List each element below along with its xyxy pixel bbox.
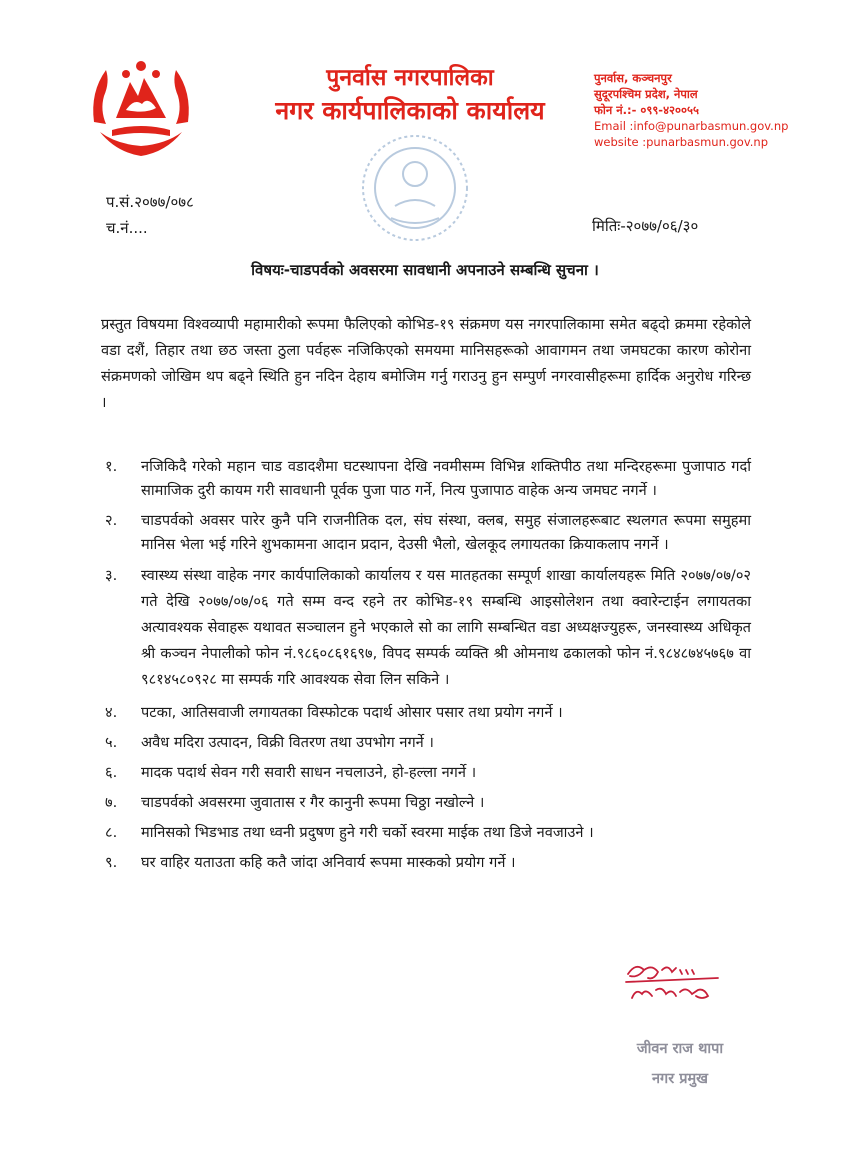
office-title: नगर कार्यपालिकाको कार्यालय [275,96,545,125]
item-number: ५. [105,734,118,751]
item-number: ७. [105,794,118,811]
item-number: ४. [105,704,118,721]
item-text: चाडपर्वको अवसरमा जुवातास र गैर कानुनी रूपमा चिठ्ठा नखोल्ने । [141,794,485,811]
item-number: ९. [105,854,118,871]
address-line1: पुनर्वास, कञ्चनपुर [594,71,672,85]
signatory-title: नगर प्रमुख [652,1071,708,1087]
item-text: नजिकिदै गरेको महान चाड वडादशैमा घटस्थापना देखि नवमीसम्म विभिन्न शक्तिपीठ तथा मन्दिरहरूमा पुजापाठ गर्दा सामाजिक दुरी कायम गरी सावधानी पूर्वक पुजा पाठ गर्ने, नित्य पुजापाठ वाहेक अन्य जमघट नगर्ने । [141,458,751,499]
item-text: घर वाहिर यताउता कहि कतै जांदा अनिवार्य रूपमा मास्कको प्रयोग गर्ने । [141,854,516,871]
signature-icon [622,960,742,1010]
reference-number: प.सं.२०७७/०७८ [106,193,194,211]
dispatch-number: च.नं.... [106,219,148,237]
contact-block [594,70,844,150]
website-address: website :punarbasmun.gov.np [594,135,768,149]
item-number: ६. [105,764,118,781]
list-item [101,791,751,815]
item-number: ३. [105,567,118,584]
list-item [101,455,751,503]
item-text: चाडपर्वको अवसर पारेर कुनै पनि राजनीतिक दल, संघ संस्था, क्लब, समुह संजालहरूबाट स्थलगत रूपमा समुहमा मानिस भेला भई गरिने शुभकामना आदान प्रदान, देउसी भैलो, खेलकूद लगायतका क्रियाकलाप नगर्ने । [141,512,751,553]
office-seal-icon [355,128,475,248]
item-text: पटका, आतिसवाजी लगायतका विस्फोटक पदार्थ ओसार पसार तथा प्रयोग नगर्ने । [141,704,563,721]
item-text: मादक पदार्थ सेवन गरी सवारी साधन नचलाउने, हो-हल्ला नगर्ने । [141,764,477,781]
municipality-name: पुनर्वास नगरपालिका [326,65,494,91]
office-name [250,62,570,128]
issue-date: मितिः-२०७७/०६/३० [592,217,699,235]
list-item [101,731,751,755]
instruction-list [101,455,751,881]
intro-paragraph: प्रस्तुत विषयमा विश्वव्यापी महामारीको रूपमा फैलिएको कोभिड-१९ संक्रमण यस नगरपालिकामा समेत बढ्दो क्रममा रहेकोले वडा दशैं, तिहार तथा छठ जस्ता ठुला पर्वहरू नजिकिएको समयमा मानिसहरूको आवागमन तथा जमघटका कारण कोरोना संक्रमणको जोखिम थप बढ्ने स्थिति हुन नदिन देहाय बमोजिम गर्नु गराउनु हुन सम्पुर्ण नगरवासीहरूमा हार्दिक अनुरोध गरिन्छ । [101,316,751,411]
notice-subject: विषयः-चाडपर्वको अवसरमा सावधानी अपनाउने सम्बन्धि सुचना । [251,261,599,279]
nepal-emblem-icon [86,52,196,162]
list-item [101,761,751,785]
list-item [101,509,751,557]
item-number: २. [105,512,118,529]
list-item [101,563,751,693]
item-number: १. [105,458,118,475]
signatory-name: जीवन राज थापा [636,1041,724,1057]
item-number: ८. [105,824,118,841]
phone-number: फोन नं.:- ०९९-४२००५५ [594,103,699,117]
item-text: अवैध मदिरा उत्पादन, विक्री वितरण तथा उपभोग नगर्ने । [141,734,434,751]
item-text: मानिसको भिडभाड तथा ध्वनी प्रदुषण हुने गरी चर्को स्वरमा माईक तथा डिजे नवजाउने । [141,824,594,841]
list-item [101,851,751,875]
email-address: Email :info@punarbasmun.gov.np [594,119,789,133]
list-item [101,701,751,725]
item-text: स्वास्थ्य संस्था वाहेक नगर कार्यपालिकाको कार्यालय र यस मातहतका सम्पूर्ण शाखा कार्यालयहरू मिति २०७७/०७/०२ गते देखि २०७७/०७/०६ गते सम्म वन्द रहने तर कोभिड-१९ सम्बन्धि आइसोलेशन तथा क्वारेन्टाईन लगायतका अत्यावश्यक सेवाहरू यथावत सञ्चालन हुने भएकाले सो का लागि सम्बन्धित वडा अध्यक्षज्युहरू, जनस्वास्थ्य अधिकृत श्री कञ्चन नेपालीको फोन नं.९८६०८६१६९७, विपद सम्पर्क व्यक्ति श्री ओमनाथ ढकालको फोन नं.९८४८७४५७६७ वा ९८१४५८०९२८ मा सम्पर्क गरि आवश्यक सेवा लिन सकिने । [141,567,751,688]
address-line2: सुदूरपश्चिम प्रदेश, नेपाल [594,87,698,101]
list-item [101,821,751,845]
signatory-block [600,1034,760,1094]
